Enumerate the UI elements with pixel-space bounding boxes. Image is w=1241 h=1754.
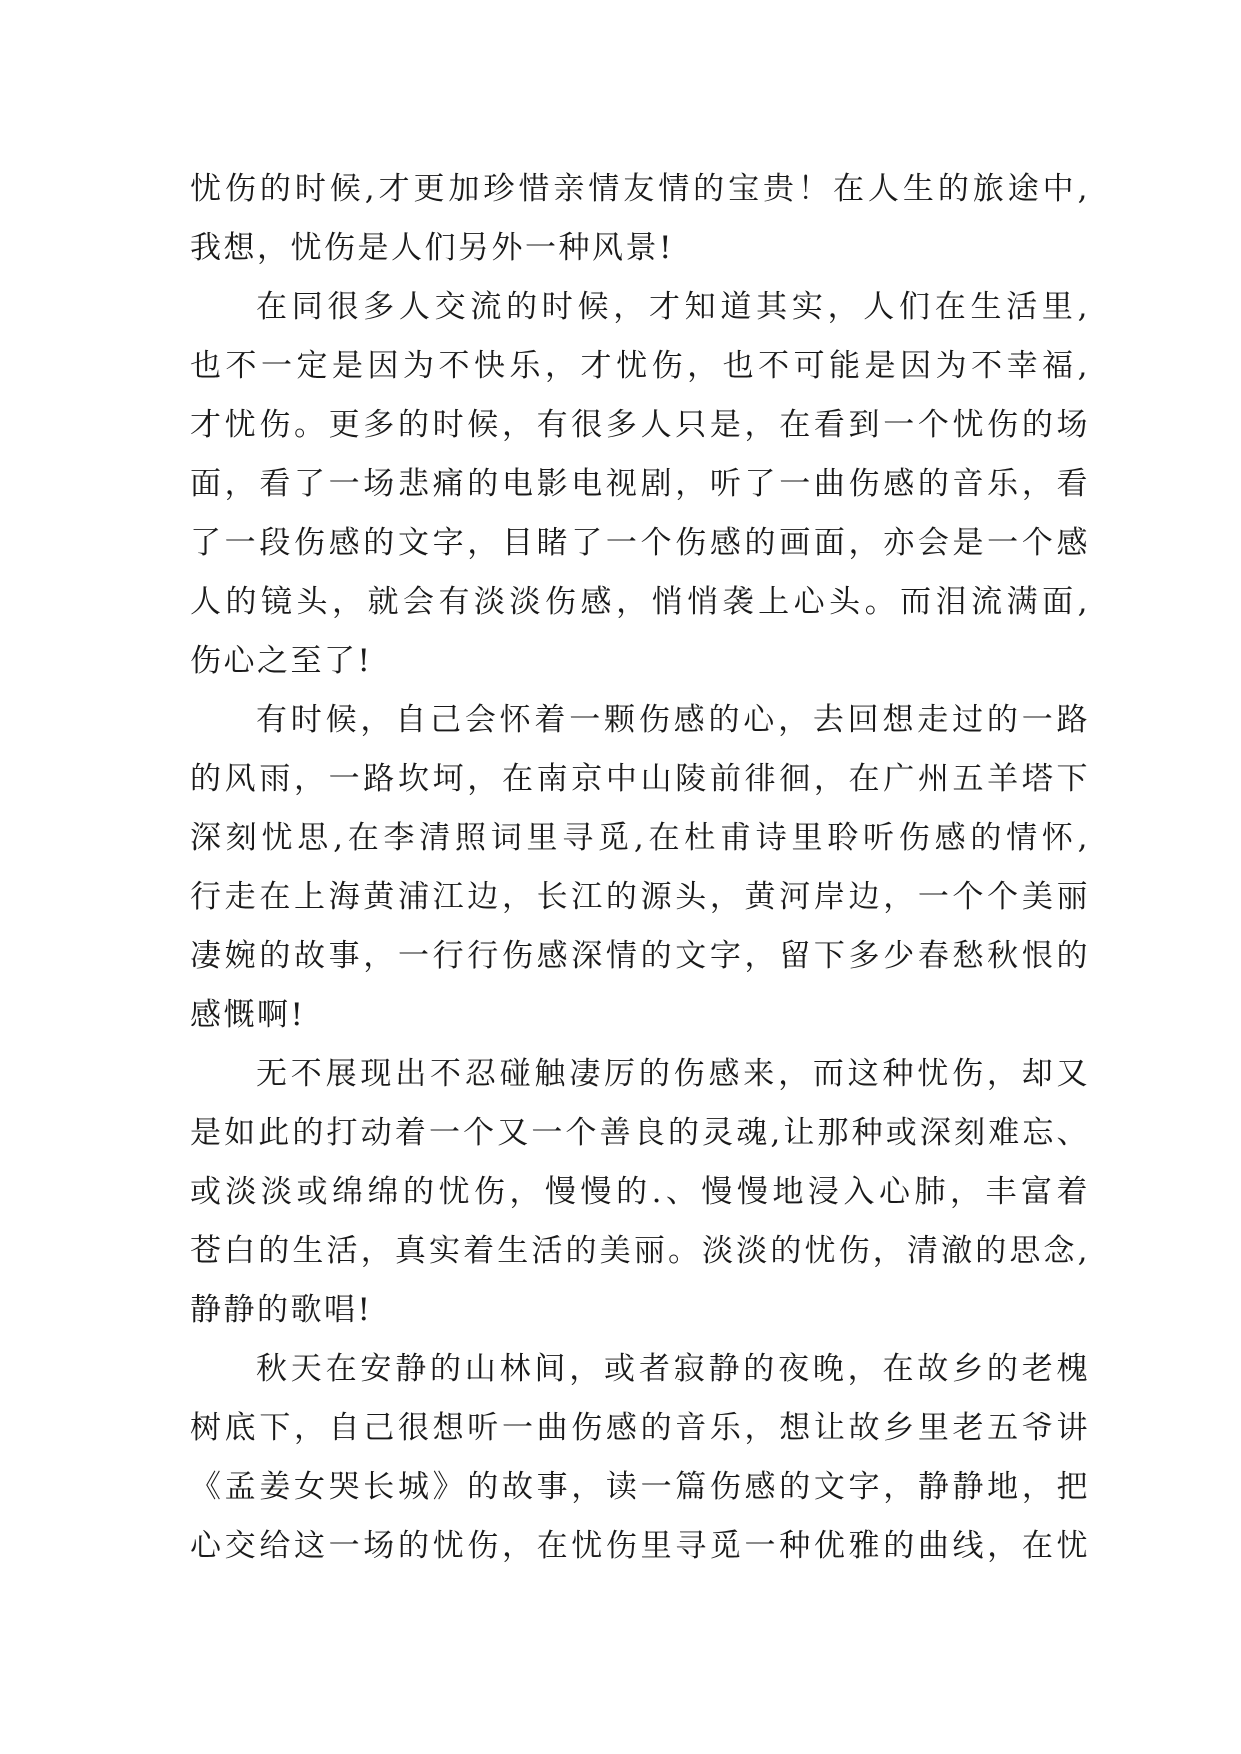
text-line: 心交给这一场的忧伤，在忧伤里寻觅一种优雅的曲线，在忧	[190, 1528, 1090, 1564]
text-line: 也不一定是因为不快乐，才忧伤，也不可能是因为不幸福,	[190, 348, 1090, 384]
text-line: 秋天在安静的山林间，或者寂静的夜晚，在故乡的老槐	[256, 1351, 1090, 1387]
text-line: 面，看了一场悲痛的电影电视剧，听了一曲伤感的音乐，看	[190, 466, 1090, 502]
text-line: 感慨啊!	[190, 997, 306, 1033]
text-line: 苍白的生活，真实着生活的美丽。淡淡的忧伤，清澈的思念,	[190, 1233, 1090, 1269]
text-line: 无不展现出不忍碰触凄厉的伤感来，而这种忧伤，却又	[256, 1056, 1090, 1092]
text-line: 伤心之至了!	[190, 643, 373, 679]
text-line: 忧伤的时候,才更加珍惜亲情友情的宝贵！在人生的旅途中,	[190, 171, 1090, 207]
text-line: 或淡淡或绵绵的忧伤，慢慢的.、慢慢地浸入心肺，丰富着	[190, 1174, 1090, 1210]
text-line: 静静的歌唱!	[190, 1292, 373, 1328]
text-line: 人的镜头，就会有淡淡伤感，悄悄袭上心头。而泪流满面,	[190, 584, 1090, 620]
text-line: 《孟姜女哭长城》的故事，读一篇伤感的文字，静静地，把	[190, 1469, 1090, 1505]
text-line: 行走在上海黄浦江边，长江的源头，黄河岸边，一个个美丽	[190, 879, 1090, 915]
text-line: 了一段伤感的文字，目睹了一个伤感的画面，亦会是一个感	[190, 525, 1090, 561]
text-line: 树底下，自己很想听一曲伤感的音乐，想让故乡里老五爷讲	[190, 1410, 1090, 1446]
text-line: 深刻忧思,在李清照词里寻觅,在杜甫诗里聆听伤感的情怀,	[190, 820, 1090, 856]
text-line: 在同很多人交流的时候，才知道其实，人们在生活里,	[256, 289, 1090, 325]
text-line: 是如此的打动着一个又一个善良的灵魂,让那种或深刻难忘、	[190, 1115, 1090, 1151]
document-body	[190, 160, 1090, 1576]
text-line: 凄婉的故事，一行行伤感深情的文字，留下多少春愁秋恨的	[190, 938, 1090, 974]
text-line: 才忧伤。更多的时候，有很多人只是，在看到一个忧伤的场	[190, 407, 1090, 443]
text-line: 有时候，自己会怀着一颗伤感的心，去回想走过的一路	[256, 702, 1090, 738]
text-line: 的风雨，一路坎坷，在南京中山陵前徘徊，在广州五羊塔下	[190, 761, 1090, 797]
text-line: 我想，忧伤是人们另外一种风景!	[190, 230, 674, 266]
